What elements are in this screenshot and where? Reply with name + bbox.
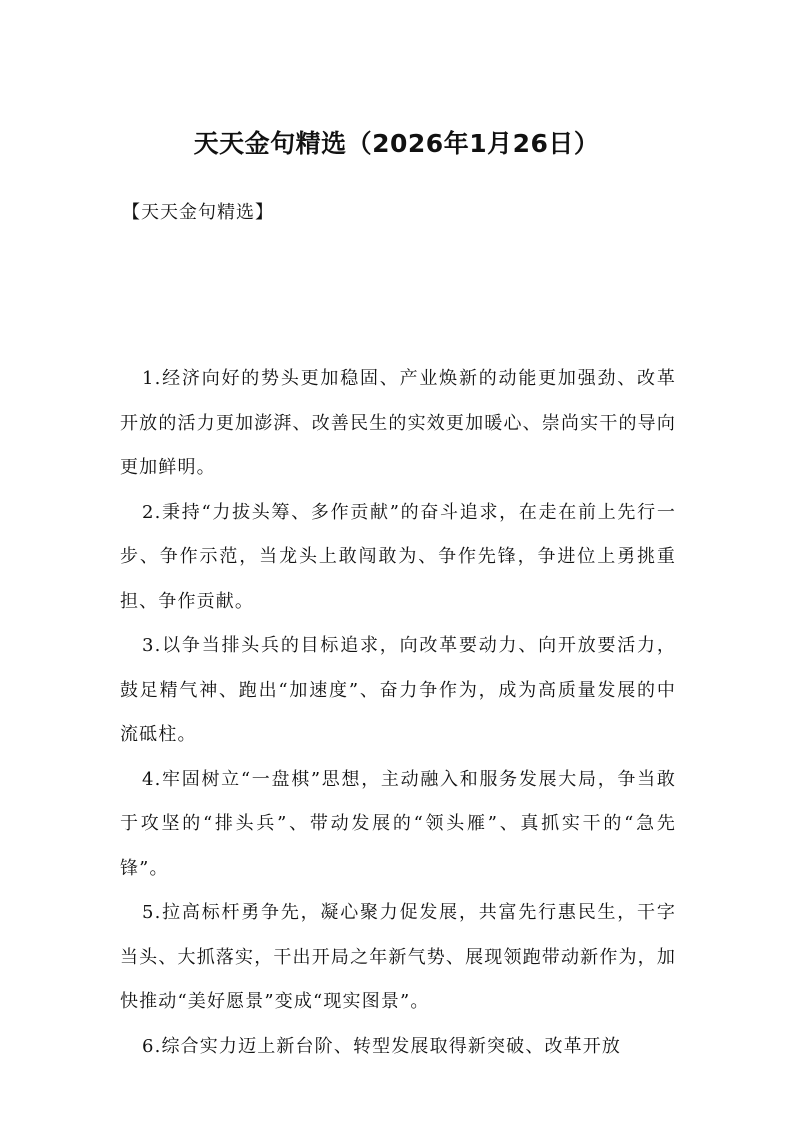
paragraph-2: 2.秉持“力拔头筹、多作贡献”的奋斗追求，在走在前上先行一步、争作示范，当龙头上敢闯敢为、争作先锋，争进位上勇挑重担、争作贡献。: [120, 501, 676, 612]
paragraph-1: 1.经济向好的势头更加稳固、产业焕新的动能更加强劲、改革开放的活力更加澎湃、改善民生的实效更加暖心、崇尚实干的导向更加鲜明。: [120, 368, 676, 478]
paragraph-4: 4.牢固树立“一盘棋”思想，主动融入和服务发展大局，争当敢于攻坚的“排头兵”、带动发展的“领头雁”、真抓实干的“急先锋”。: [120, 768, 676, 879]
paragraph-5: 5.拉高标杆勇争先，凝心聚力促发展，共富先行惠民生，干字当头、大抓落实，干出开局之年新气势、展现领跑带动新作为，加快推动“美好愿景”变成“现实图景”。: [120, 902, 676, 1012]
section-label: 【天天金句精选】: [122, 202, 274, 223]
paragraph-3: 3.以争当排头兵的目标追求，向改革要动力、向开放要活力，鼓足精气神、跑出“加速度”、奋力争作为，成为高质量发展的中流砥柱。: [120, 635, 676, 745]
paragraph-6: 6.综合实力迈上新台阶、转型发展取得新突破、改革开放: [142, 1035, 622, 1057]
document-title: 天天金句精选（2026年1月26日）: [193, 129, 600, 158]
document-body: [120, 357, 676, 1069]
